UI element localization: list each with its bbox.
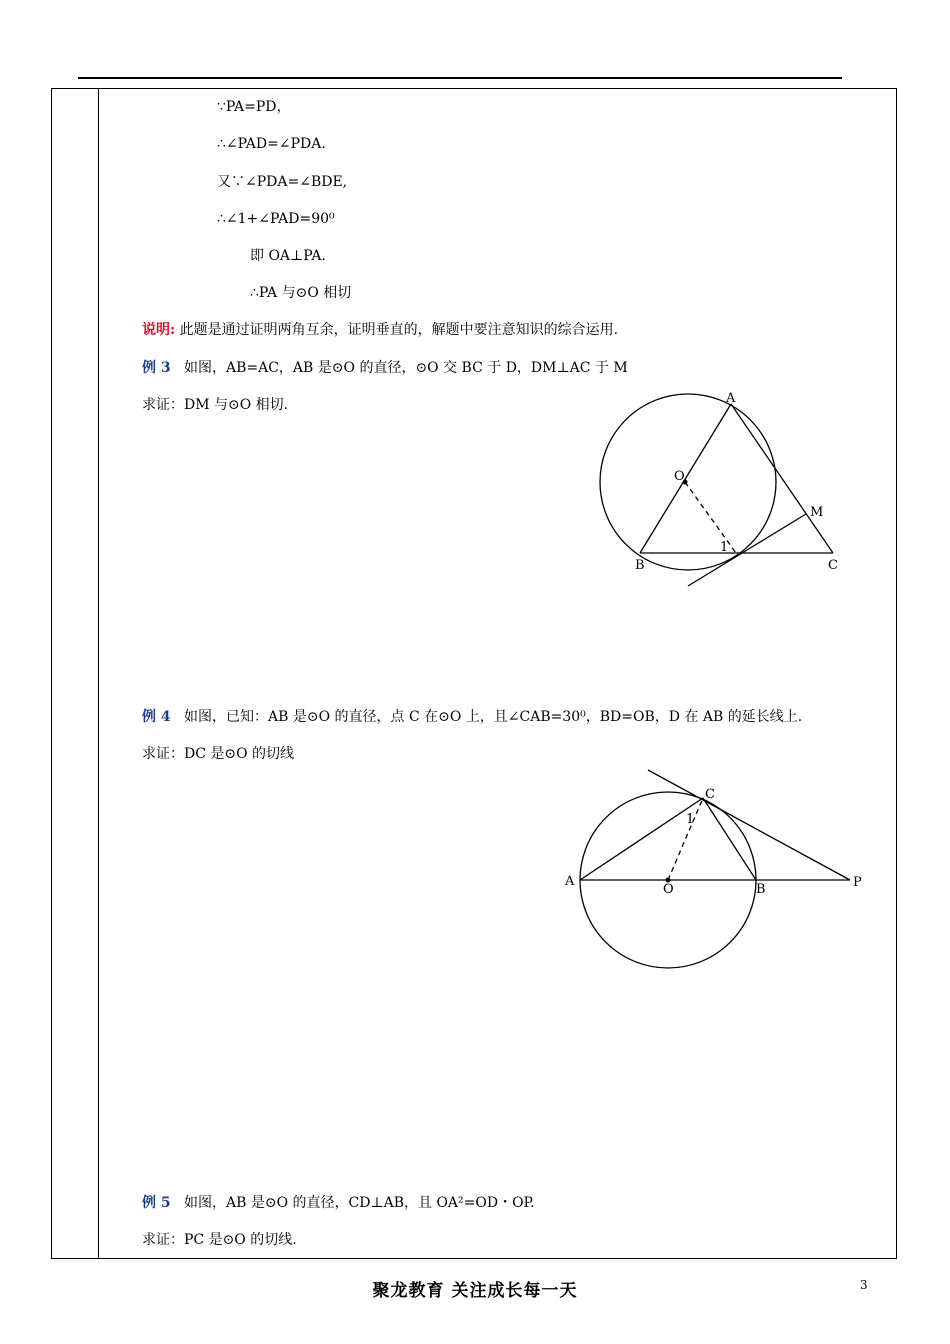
note-label: 说明: (142, 322, 176, 338)
segment-ac (580, 798, 703, 880)
label-a: A (565, 874, 575, 889)
note-text: 此题是通过证明两角互余，证明垂直的，解题中要注意知识的综合运用. (179, 322, 619, 338)
segment-ac (731, 404, 833, 553)
example4-text: 如图，已知：AB 是⊙O 的直径，点 C 在⊙O 上，且∠CAB=30⁰，BD=OB，D 在 AB 的延长线上. (183, 709, 803, 725)
example4-figure (560, 765, 880, 975)
proof-line-4: ∴∠1+∠PAD=90⁰ (217, 211, 335, 227)
proof-line-2: ∴∠PAD=∠PDA. (217, 136, 326, 152)
example5-prove: 求证：PC 是⊙O 的切线. (142, 1232, 297, 1248)
label-c: C (705, 787, 715, 802)
proof-line-5: 即 OA⊥PA. (250, 248, 326, 264)
table-column-divider (98, 88, 99, 1259)
example4-prove: 求证：DC 是⊙O 的切线 (142, 746, 295, 762)
proof-line-1: ∵PA=PD， (217, 99, 291, 115)
tangent-pc (648, 770, 850, 880)
label-m: M (810, 505, 824, 520)
example5-text: 如图，AB 是⊙O 的直径，CD⊥AB，且 OA²=OD・OP. (183, 1195, 535, 1211)
segment-cb (703, 798, 756, 880)
label-a: A (726, 391, 736, 406)
label-c: C (828, 558, 838, 573)
label-o: O (663, 882, 674, 897)
label-o: O (674, 469, 685, 484)
header-rule (78, 77, 842, 79)
label-b: B (756, 882, 766, 897)
segment-od-dashed (685, 482, 736, 553)
example3-label: 例 3 (142, 360, 171, 376)
example5-label: 例 5 (142, 1195, 171, 1211)
example5-statement (142, 1194, 535, 1212)
circle-o (600, 394, 776, 570)
example3-prove: 求证：DM 与⊙O 相切. (142, 397, 289, 413)
proof-line-3: 又∵∠PDA=∠BDE, (217, 174, 348, 190)
label-p: P (853, 875, 862, 890)
label-angle-1: 1 (686, 812, 695, 827)
footer-slogan: 聚龙教育 关注成长每一天 (372, 1281, 578, 1301)
label-b: B (635, 558, 645, 573)
proof-line-6: ∴PA 与⊙O 相切 (250, 285, 352, 301)
content-table (51, 88, 897, 1259)
note (142, 321, 618, 339)
example4-label: 例 4 (142, 709, 171, 725)
example4-statement (142, 708, 802, 726)
page-number: 3 (860, 1278, 868, 1292)
segment-ab (640, 404, 731, 553)
example3-statement (142, 359, 628, 377)
example3-text: 如图，AB=AC，AB 是⊙O 的直径，⊙O 交 BC 于 D，DM⊥AC 于 M (183, 360, 628, 376)
tangent-dm (688, 514, 806, 586)
example3-figure (590, 390, 850, 595)
label-angle-1: 1 (720, 540, 729, 555)
